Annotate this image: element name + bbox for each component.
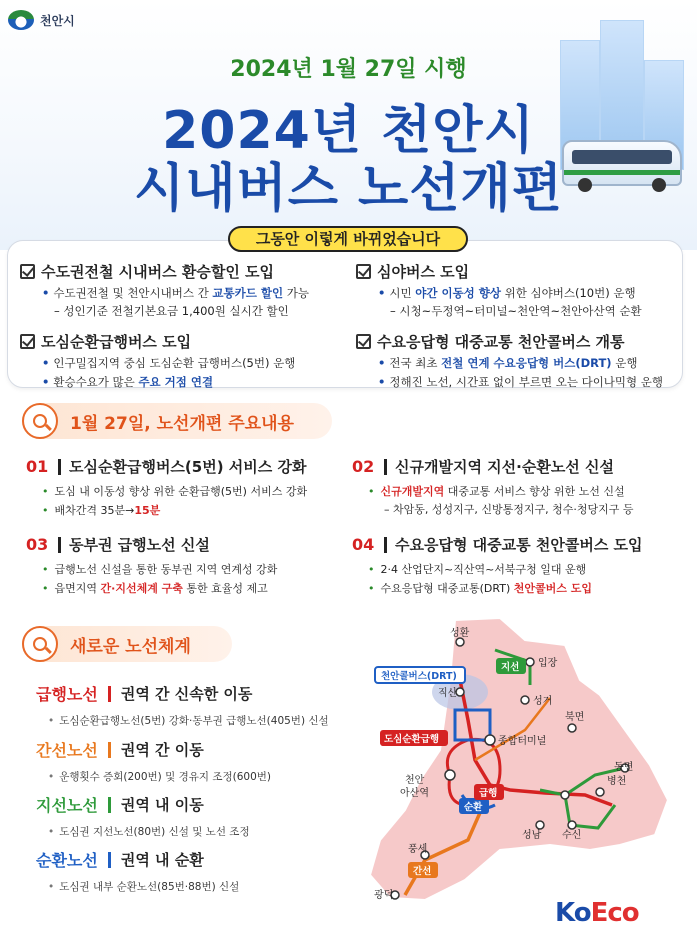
place-label: 성환 <box>450 628 470 639</box>
route-map <box>350 600 690 940</box>
route-tag: 순환 <box>464 802 483 813</box>
effective-date: 2024년 1월 27일 시행 <box>230 57 467 82</box>
summary-bullet: • 인구밀집지역 중심 도심순환 급행버스(5번) 운행 <box>42 356 296 370</box>
search-icon <box>22 626 58 662</box>
key-item: 04 수요응답형 대중교통 천안콜버스 도입 • 2·4 산업단지~직산역~서북구청 일대 운행 • 수요응답형 대중교통(DRT) 천안콜버스 도입 <box>352 535 643 595</box>
route-tag: 간선 <box>413 866 432 877</box>
summary-item: 수도권전철 시내버스 환승할인 도입 <box>20 261 309 282</box>
summary-sub: – 시청~두정역~터미널~천안역~천안아산역 순환 <box>390 304 642 318</box>
page-title-line1: 2024년 천안시 <box>162 101 535 161</box>
summary-bullet: • 수도권전철 및 천안시내버스 간 교통카드 할인 가능 <box>42 286 309 300</box>
city-emblem-icon <box>8 10 34 30</box>
place-label: 천안 <box>405 775 425 786</box>
place-label: 광덕 <box>374 890 394 901</box>
checkbox-icon <box>356 264 371 279</box>
search-icon <box>22 403 58 439</box>
key-item: 03 동부권 급행노선 신설 • 급행노선 신설을 통한 동부권 지역 연계성 강화 • 읍면지역 간·지선체계 구축 통한 효율성 제고 <box>26 535 278 595</box>
summary-bullet: • 환승수요가 많은 주요 거점 연결 <box>42 375 214 389</box>
summary-box <box>7 240 683 388</box>
route-type: 간선노선 권역 간 이동 • 운행횟수 증회(200번) 및 경유지 조정(600번) <box>36 741 272 783</box>
place-label: 종합터미널 <box>498 736 547 747</box>
place-label: 동면 <box>614 762 634 773</box>
summary-sub: – 성인기준 전철기본요금 1,400원 실시간 할인 <box>54 304 289 318</box>
summary-item: 도심순환급행버스 도입 <box>20 331 309 352</box>
place-label: 풍세 <box>408 844 428 855</box>
place-label: 입장 <box>538 658 558 669</box>
summary-bullet: • 시민 야간 이동성 향상 위한 심야버스(10번) 운행 <box>378 286 636 300</box>
place-label: 병천 <box>607 776 627 787</box>
key-item: 02 신규개발지역 지선·순환노선 신설 • 신규개발지역 대중교통 서비스 향상 위한 노선 신설 – 차암동, 성성지구, 신방통정지구, 청수·청당지구 등 <box>352 457 634 516</box>
summary-tag: 그동안 이렇게 바뀌었습니다 <box>228 226 468 252</box>
summary-item: 수요응답형 대중교통 천안콜버스 개통 <box>356 331 663 352</box>
route-tag: 급행 <box>479 788 498 799</box>
checkbox-icon <box>20 264 35 279</box>
route-tag: 천안콜버스(DRT) <box>381 671 457 682</box>
summary-bullet: • 전국 최초 전철 연계 수요응답형 버스(DRT) 운행 <box>378 356 638 370</box>
place-label: 성남 <box>522 830 542 841</box>
key-item: 01 도심순환급행버스(5번) 서비스 강화 • 도심 내 이동성 향상 위한 순환급행(5번) 서비스 강화 • 배차간격 35분→15분 <box>26 457 308 517</box>
checkbox-icon <box>20 334 35 349</box>
place-label: 직산 <box>438 688 458 699</box>
route-type: 지선노선 권역 내 이동 • 도심권 지선노선(80번) 신설 및 노선 조정 <box>36 796 250 838</box>
city-logo <box>8 10 75 30</box>
logo-text: 천안시 <box>40 13 75 28</box>
route-type: 순환노선 권역 내 순환 • 도심권 내부 순환노선(85번·88번) 신설 <box>36 851 240 893</box>
route-type: 급행노선 권역 간 신속한 이동 • 도심순환급행노선(5번) 강화·동부권 급행노선(405번) 신설 <box>36 685 329 727</box>
route-tag: 도심순환급행 <box>384 734 440 745</box>
place-label: 북면 <box>565 712 585 723</box>
summary-left-column <box>20 261 309 390</box>
place-label: 성거 <box>533 696 553 707</box>
route-tag: 지선 <box>501 662 520 673</box>
page-title-line2: 시내버스 노선개편 <box>134 159 563 219</box>
summary-bullet: • 정해진 노선, 시간표 없이 부르면 오는 다이나믹형 운행 <box>378 375 663 389</box>
section-heading-key-changes: 1월 27일, 노선개편 주요내용 <box>22 403 332 439</box>
place-label: 수신 <box>562 830 582 841</box>
koeco-logo: KoEco <box>555 898 639 928</box>
place-label: 아산역 <box>400 788 429 799</box>
checkbox-icon <box>356 334 371 349</box>
summary-right-column <box>356 261 663 390</box>
section-heading-new-system: 새로운 노선체계 <box>22 626 232 662</box>
summary-item: 심야버스 도입 <box>356 261 663 282</box>
